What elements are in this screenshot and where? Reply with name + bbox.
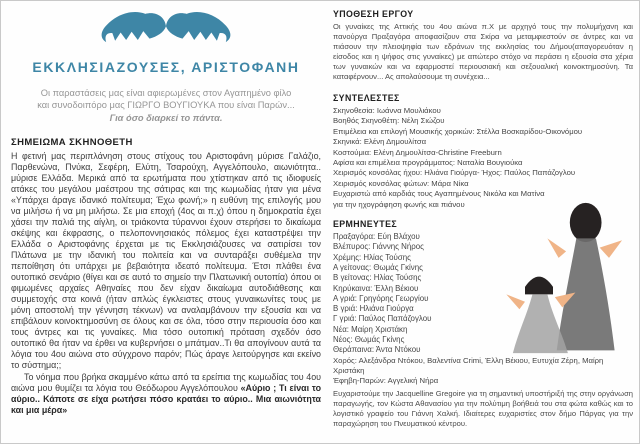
cast-line: Χρέμης: Ηλίας Τούσης xyxy=(333,252,411,262)
synopsis-text: Οι γυναίκες της Αττικής του 4ου αιώνα π.Χ με αρχηγό τους την πολυμήχανη και πανούργα Πραξαγόρα αποφασίζουν στα Σκίρα να μεταμφιεστούν σε άντρες και να πιάσουν την πλειοψηφία των εδράνων της εκκλησίας του Δήμου(απαγορευόταν η είσοδος και η ψήφος στις γυναίκες) με απώτερο στόχο να περάσει η εξουσία στα χέρια των γυναικών και να εφαρμοστεί περιουσιακή και σεξουαλική κοινοκτημοσύνη. Τα καταφέρνουν... Ας απολαύσουμε τη συνέχεια... xyxy=(333,22,633,81)
cast-line: Β γείτονας: Ηλίας Τούσης xyxy=(333,273,422,283)
credits-heading: ΣΥΝΤΕΛΕΣΤΕΣ xyxy=(333,93,400,103)
cast-line: Α γείτονας: Θωμάς Γκίνης xyxy=(333,262,423,272)
credit-line: Βοηθός Σκηνοθέτη: Νέλη Σιώζου xyxy=(333,116,445,126)
cast-line: Β γριά: Ηλιάνα Γιούργα xyxy=(333,304,414,314)
director-note-body xyxy=(11,151,321,416)
director-note-paragraph-1: Η φετινή μας περιπλάνηση στους στίχους του Αριστοφάνη μύρισε Γαλάζιο, Παρθενώνα, Πνύκα, Σεφέρη, Ελύτη, Τσαρούχη, Αγγελόπουλο, αιωνιότητα.. μύρισε Ελλάδα. Μερικά από τα ερωτήματα που χτίστηκαν από τις ιδιοφυείς ατάκες του μεγάλου μαέστρου της σάτιρας και της κωμωδίας ήταν για μένα «Υπάρχει άραγε ιδανικό πολίτευμα; Έχω φωνή;» η ευθύνη της επιλογής μου να μιλήσω ή να μη μιλήσω. Σε μια εποχή (4ος αι π.χ) όπου η δημοκρατία έχει χάσει την παλιά της αίγλη, οι τριάκοντα τύραννοι έχουν στερήσει το δικαίωμα σκέψης και έκφρασης, ο πελοποννησιακός πόλεμος έχει καταστρέψει την Ελλάδα ο Αριστοφάνης έρχεται με τις Εκκλησιάζουσες να σατιρίσει τον Πλάτωνα με την ιδανική του πολιτεία και να συνταράξει συθέμελα την πεποίθηση ότι υπάρχει με βεβαιότητα ιδεατό πολίτευμα. Έτσι πλάθει ένα ουτοπικό σενάριο (θίγει και σε αυτό το σημείο την Πλατωνική ουτοπία) όπου οι φιμωμένες αρχαίες Αθηναίες που δεν είχαν δικαίωμα αυτοδιάθεσης και συμμετοχής στα κοινά (ήταν απλώς έγκλειστες στους γυναικωνίτες τους με μόνη αποστολή την γέννηση τέκνων) να αναλαμβάνουν την εξουσία και να επιβάλουν κοινοκτημοσύνη σε όλους και σε όλα, τόσο στην περιουσία όσο και τους άντρες και τις γυναίκες. Μια τόσο ουτοπική πρόταση σχεδόν όσο ουτοπικό θα ήταν να έρθει να κυβερνήσει ο μπάτμαν..Τι θα απογίνουν αυτά τα λόγια του 4ου αιώνα στο σύγχρονο παρόν; Πώς άραγε λειτούργησε και εκείνο το σύστημα;; xyxy=(11,151,321,370)
credit-line: Επιμέλεια και επιλογή Μουσικής χορικών: Στέλλα Βοσκαρίδου-Οικονόμου xyxy=(333,126,583,136)
cast-line: Κηρύκαινα: Έλλη Βέκιου xyxy=(333,283,419,293)
cast-line: Α γριά: Γρηγόρης Γεωργίου xyxy=(333,293,429,303)
cast-line: Βλέπυρος: Γιάννης Νήρος xyxy=(333,242,424,252)
dedication-line-2: και συνοδοιπόρο μας ΓΙΩΡΓΟ ΒΟΥΓΙΟΥΚΑ που είναι Παρών... xyxy=(37,100,295,110)
cast-line: Νέα: Μαίρη Χριστάκη xyxy=(333,324,408,334)
credit-line: Κοστούμια: Ελένη Δημουλίτσα-Christine Freeburn xyxy=(333,147,502,157)
cast-line: Γ γριά: Παύλος Παπάζογλου xyxy=(333,314,432,324)
cast-line: Πραξαγόρα: Εύη Βλάχου xyxy=(333,232,420,242)
cast-line: Νέος: Θωμάς Γκίνης xyxy=(333,335,405,345)
dedication xyxy=(11,87,321,124)
cast-line: Θεράπαινα: Άντα Ντόκου xyxy=(333,345,421,355)
director-note-paragraph-2 xyxy=(11,372,321,416)
credit-line: Χειρισμός κονσόλας φώτων: Μάρα Νίκα xyxy=(333,178,469,188)
dedication-line-3: Για όσο διαρκεί το πάντα. xyxy=(109,113,223,123)
credit-line: Σκηνικά: Ελένη Δημουλίτσα xyxy=(333,137,427,147)
credit-line: Χειρισμός κονσόλας ήχου: Ηλιάνα Γιούργα- Ήχος: Παύλος Παπάζογλου xyxy=(333,168,576,178)
two-figures-illustration xyxy=(497,197,637,359)
page-title: ΕΚΚΛΗΣΙΑΖΟΥΣΕΣ, ΑΡΙΣΤΟΦΑΝΗ xyxy=(32,59,300,75)
credits-section xyxy=(333,93,633,210)
chorus-line: Χορός: Αλεξάνδρα Ντόκου, Βαλεντίνα Crimi, Έλλη Βέκιου, Ευτυχία Ζέρη, Μαίρη Χριστάκη xyxy=(333,355,604,376)
credit-line: Ευχαριστώ από καρδιάς τους Αγαπημένους Νικόλα και Ματίνα xyxy=(333,189,545,199)
mustache-icon xyxy=(11,7,321,53)
angelopoulos-quote: «Αύριο ; Τι είναι το αύριο.. Κάποτε σε είχα ρωτήσει πόσο κρατάει το αύριο.. Μια αιωνιότητα και μια μέρα» xyxy=(11,383,321,415)
credit-line: Αφίσα και επιμέλεια προγράμματος: Ναταλία Βουγιούκα xyxy=(333,158,523,168)
director-note-paragraph-2-lead: Το νόημα που βρήκα σκαμμένο κάτω από τα ερείπια της κωμωδίας του 4ου αιώνα μου θυμίζει τα λόγια του Θεόδωρου Αγγελόπουλου xyxy=(11,372,321,393)
performers-heading: ΕΡΜΗΝΕΥΤΕΣ xyxy=(333,219,398,230)
credit-line: για την ηχογράφηση φωνής και πιάνου xyxy=(333,199,465,209)
left-column xyxy=(11,7,321,416)
ephebe-line: Έφηβη-Παρών: Αγγελική Νήρα xyxy=(333,376,439,386)
credit-line: Σκηνοθεσία: Ιωάννα Μουλιάκου xyxy=(333,106,441,115)
synopsis-heading: ΥΠΟΘΕΣΗ ΕΡΓΟΥ xyxy=(333,9,414,19)
director-note-heading: ΣΗΜΕΙΩΜΑ ΣΚΗΝΟΘΕΤΗ xyxy=(11,137,133,148)
dedication-line-1: Οι παραστάσεις μας είναι αφιερωμένες στον Αγαπημένο φίλο xyxy=(40,88,292,98)
thanks-text: Ευχαριστούμε την Jacquelline Gregoire για τη σημαντική υποστήριξή της στην οργάνωση παραγωγής, τον Κώστα Αθανασίου για την πολύτιμη βοήθειά του στα φώτα καθώς και το λογιστικό γραφείο του Γιάννη Χαλκή. Ιδιαίτερες ευχαριστίες στον δήμο Πάργας για την παραχώρηση του Πνευματικού κέντρου. xyxy=(333,388,633,428)
